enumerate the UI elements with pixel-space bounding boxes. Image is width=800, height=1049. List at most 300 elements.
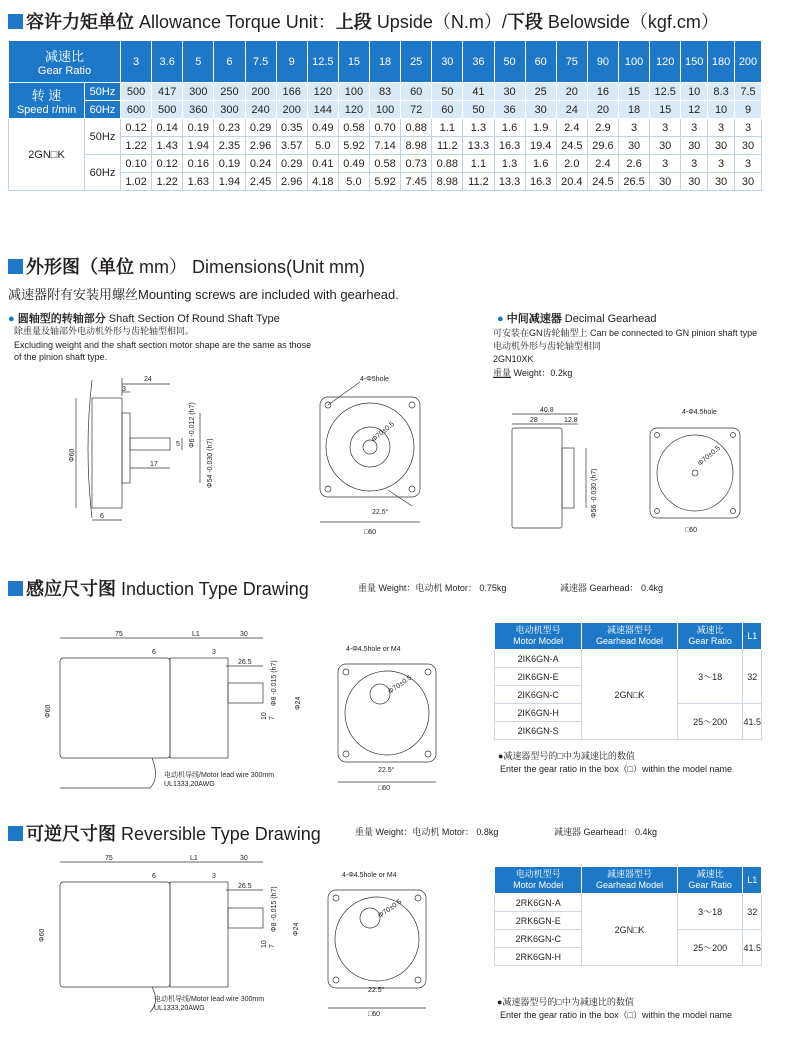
- dim-pcd: Φ70±0.5: [377, 898, 404, 920]
- torque-nm-cell: 0.35: [276, 119, 307, 137]
- torque-nm-cell: 2.6: [619, 155, 650, 173]
- l1-cell: 32: [743, 894, 762, 930]
- gear-model-header-en: Gearhead Model: [595, 636, 664, 646]
- ratio-header-cell: 75: [556, 41, 587, 83]
- dim-3: 3: [122, 386, 126, 393]
- reversible-weight-motor: 重量 Weight：电动机 Motor： 0.8kg: [355, 827, 499, 837]
- torque-kgfcm-cell: 1.02: [121, 173, 152, 191]
- ratio-header: [9, 41, 121, 83]
- torque-kgfcm-cell: 24.5: [587, 173, 618, 191]
- speed-value-cell: 18: [619, 101, 650, 119]
- mount-hole: [333, 977, 339, 983]
- speed-hz-cell: 60Hz: [85, 101, 121, 119]
- motor-model-cell: 2IK6GN-H: [495, 704, 582, 722]
- speed-value-cell: 100: [370, 101, 401, 119]
- dim-phi6: Φ6 -0.012 (h7): [189, 402, 196, 448]
- torque-kgfcm-cell: 2.96: [276, 173, 307, 191]
- title-cn3: 下段: [506, 12, 543, 32]
- torque-nm-cell: 3: [619, 119, 650, 137]
- title-cn2: 上段: [335, 12, 372, 32]
- dim-hole: 4-Φ4.5hole or M4: [346, 646, 401, 653]
- decimal-line3: 2GN10XK: [493, 354, 534, 364]
- reversible-weight-gear: 减速器 Gearhead： 0.4kg: [554, 827, 658, 837]
- ratio-header-cell: 7.5: [245, 41, 276, 83]
- dim-phi56: Φ56 -0.030 (h7): [591, 468, 598, 518]
- torque-nm-cell: 3: [735, 119, 762, 137]
- speed-row: [9, 83, 762, 101]
- torque-nm-cell: 2.0: [556, 155, 587, 173]
- torque-nm-cell: 0.58: [338, 119, 369, 137]
- reversible-title-en: Reversible Type Drawing: [121, 824, 321, 844]
- torque-kgfcm-cell: 1.22: [121, 137, 152, 155]
- torque-hz-cell: 60Hz: [85, 155, 121, 191]
- torque-kgfcm-cell: 1.43: [152, 137, 183, 155]
- gear-model-header: [582, 623, 677, 650]
- decimal-line1: 可安装在GN齿轮轴型上 Can be connected to GN pinion shaft type: [493, 328, 758, 338]
- ratio-header-cell: 100: [619, 41, 650, 83]
- gear-ratio-header-cn: 减速比: [696, 625, 724, 635]
- torque-nm-cell: 1.6: [494, 119, 525, 137]
- ratio-header-cell: 6: [214, 41, 245, 83]
- torque-row: [9, 119, 762, 137]
- torque-kgfcm-cell: 30: [650, 137, 681, 155]
- l1-header: L1: [743, 623, 762, 650]
- torque-nm-cell: 0.49: [307, 119, 338, 137]
- dim-75: 75: [115, 631, 123, 638]
- mount-hole: [343, 669, 349, 675]
- motor-model-header: [495, 623, 582, 650]
- l1-cell: 32: [743, 650, 762, 704]
- decimal-body: [512, 428, 562, 528]
- torque-nm-cell: 0.16: [183, 155, 214, 173]
- torque-kgfcm-cell: 30: [708, 137, 735, 155]
- motor-model-header-en: Motor Model: [513, 636, 564, 646]
- motor-body: [60, 658, 170, 758]
- dim-26-5: 26.5: [238, 883, 252, 890]
- torque-kgfcm-cell: 8.98: [401, 137, 432, 155]
- torque-kgfcm-cell: 30: [735, 173, 762, 191]
- dim-pcd: Φ70±0.5: [696, 444, 722, 468]
- torque-row: [9, 137, 762, 155]
- round-shaft-line1: 除重量及轴部外电动机外形与齿轮轴型相同。: [14, 326, 195, 336]
- torque-kgfcm-cell: 30: [735, 137, 762, 155]
- reversible-section-title: [8, 820, 321, 846]
- torque-nm-cell: 3: [708, 119, 735, 137]
- induction-weight-gear: 减速器 Gearhead： 0.4kg: [560, 583, 664, 593]
- speed-value-cell: 15: [650, 101, 681, 119]
- ratio-header-cell: 36: [463, 41, 494, 83]
- title-en3: Belowside（kgf.cm）: [547, 12, 719, 32]
- ratio-cell: 3～18: [677, 650, 743, 704]
- square-flange: [320, 397, 420, 497]
- speed-value-cell: 15: [619, 83, 650, 101]
- shaft-boss: [370, 684, 390, 704]
- title-cn: 容许力矩单位: [26, 12, 134, 32]
- speed-value-cell: 41: [463, 83, 494, 101]
- torque-kgfcm-cell: 2.35: [214, 137, 245, 155]
- gear-ratio-header-en: Gear Ratio: [688, 636, 732, 646]
- ratio-header-cell: 18: [370, 41, 401, 83]
- torque-kgfcm-cell: 7.45: [401, 173, 432, 191]
- bullet-icon: ●: [497, 313, 504, 325]
- torque-kgfcm-cell: 2.96: [245, 137, 276, 155]
- speed-value-cell: 500: [152, 101, 183, 119]
- dimensions-title-cn: 外形图（单位: [26, 257, 134, 277]
- decimal-line2: 电动机外形与齿轮轴型相同: [493, 341, 602, 351]
- gearhead-body: [170, 658, 228, 758]
- dim-30: 30: [240, 631, 248, 638]
- speed-label-en: Speed r/min: [16, 104, 77, 116]
- ratio-header-en: Gear Ratio: [37, 65, 92, 77]
- ratio-header-cell: 30: [432, 41, 463, 83]
- dim-3: 3: [212, 649, 216, 656]
- torque-nm-cell: 3: [650, 155, 681, 173]
- speed-value-cell: 50: [432, 83, 463, 101]
- torque-kgfcm-cell: 30: [681, 173, 708, 191]
- dimensions-title-unit: mm）: [134, 257, 187, 277]
- induction-title-cn: 感应尺寸图: [26, 579, 116, 599]
- ratio-header-cell: 120: [650, 41, 681, 83]
- dim-phi8: Φ8 -0.015 (h7): [271, 886, 278, 932]
- torque-table: [8, 40, 762, 191]
- torque-nm-cell: 1.9: [525, 119, 556, 137]
- torque-kgfcm-cell: 26.5: [619, 173, 650, 191]
- torque-nm-cell: 0.12: [152, 155, 183, 173]
- speed-value-cell: 20: [556, 83, 587, 101]
- ratio-header-cell: 150: [681, 41, 708, 83]
- dim-24: 24: [144, 376, 152, 383]
- leader-line: [328, 382, 360, 405]
- speed-value-cell: 144: [307, 101, 338, 119]
- torque-nm-cell: 3: [681, 155, 708, 173]
- l1-cell: 41.5: [743, 930, 762, 966]
- torque-kgfcm-cell: 1.94: [183, 137, 214, 155]
- title-en: Allowance Torque Unit：: [139, 12, 336, 32]
- dim-angle: 22.5°: [378, 767, 395, 774]
- torque-nm-cell: 1.1: [432, 119, 463, 137]
- round-shaft-heading: [8, 310, 280, 326]
- speed-value-cell: 20: [587, 101, 618, 119]
- dim-10: 10: [261, 940, 268, 948]
- reversible-side-drawing: [30, 852, 310, 1017]
- ratio-header-cell: 60: [525, 41, 556, 83]
- mount-hole: [731, 509, 736, 514]
- speed-row: [9, 101, 762, 119]
- reversible-note-en: Enter the gear ratio in the box（□）within the model name: [500, 1010, 733, 1020]
- torque-row: [9, 155, 762, 173]
- torque-nm-cell: 3: [735, 155, 762, 173]
- gear-ratio-header: [677, 867, 743, 894]
- dim-6: 6: [100, 513, 104, 520]
- torque-nm-cell: 3: [708, 155, 735, 173]
- torque-kgfcm-cell: 16.3: [525, 173, 556, 191]
- speed-value-cell: 300: [183, 83, 214, 101]
- torque-kgfcm-cell: 1.22: [152, 173, 183, 191]
- dim-L1: L1: [190, 855, 198, 862]
- torque-nm-cell: 0.10: [121, 155, 152, 173]
- induction-model-table: [494, 622, 762, 740]
- section-marker-icon: [8, 14, 23, 29]
- decimal-side-drawing: [500, 400, 610, 540]
- speed-value-cell: 600: [121, 101, 152, 119]
- decimal-flange: [562, 448, 574, 508]
- dim-phi8: Φ8 -0.015 (h7): [271, 660, 278, 706]
- ratio-cell: 25～200: [677, 930, 743, 966]
- gearhead-cell: 2GN□K: [582, 650, 677, 740]
- dim-square: □60: [685, 527, 698, 534]
- speed-value-cell: 9: [735, 101, 762, 119]
- dim-17: 17: [150, 461, 158, 468]
- torque-nm-cell: 2.4: [556, 119, 587, 137]
- speed-value-cell: 10: [681, 83, 708, 101]
- torque-kgfcm-cell: 20.4: [556, 173, 587, 191]
- torque-hz-cell: 50Hz: [85, 119, 121, 155]
- torque-nm-cell: 0.29: [245, 119, 276, 137]
- ratio-header-cell: 5: [183, 41, 214, 83]
- torque-nm-cell: 0.19: [214, 155, 245, 173]
- torque-row: [9, 173, 762, 191]
- motor-model-header-en: Motor Model: [513, 880, 564, 890]
- mount-hole: [333, 895, 339, 901]
- torque-nm-cell: 1.1: [463, 155, 494, 173]
- torque-nm-cell: 0.88: [432, 155, 463, 173]
- dim-square: □60: [368, 1011, 381, 1018]
- output-shaft: [228, 908, 263, 928]
- dim-hole: 4-Φ4.5hole or M4: [342, 872, 397, 879]
- dim-3: 3: [212, 873, 216, 880]
- torque-kgfcm-cell: 5.0: [338, 173, 369, 191]
- torque-nm-cell: 2.9: [587, 119, 618, 137]
- ratio-header-cell: 90: [587, 41, 618, 83]
- motor-model-cell: 2IK6GN-S: [495, 722, 582, 740]
- dim-5: 5: [176, 441, 180, 448]
- round-shaft-line3: of the pinion shaft type.: [14, 352, 108, 362]
- ratio-header-cell: 9: [276, 41, 307, 83]
- torque-section-title: [8, 8, 719, 34]
- speed-value-cell: 50: [463, 101, 494, 119]
- torque-kgfcm-cell: 24.5: [556, 137, 587, 155]
- gear-ratio-header-en: Gear Ratio: [688, 880, 732, 890]
- motor-model-cell: 2RK6GN-H: [495, 948, 582, 966]
- dim-phi54: Φ54 -0.030 (h7): [207, 438, 214, 488]
- speed-value-cell: 7.5: [735, 83, 762, 101]
- torque-kgfcm-cell: 30: [681, 137, 708, 155]
- outer-circle: [335, 897, 419, 981]
- dim-7: 7: [269, 944, 276, 948]
- ratio-header-cn: 减速比: [44, 49, 84, 64]
- speed-value-cell: 30: [525, 101, 556, 119]
- torque-nm-cell: 0.73: [401, 155, 432, 173]
- gear-ratio-header-cn: 减速比: [696, 869, 724, 879]
- speed-value-cell: 60: [432, 101, 463, 119]
- decimal-title-en: Decimal Gearhead: [564, 313, 657, 325]
- torque-kgfcm-cell: 5.92: [338, 137, 369, 155]
- speed-value-cell: 16: [587, 83, 618, 101]
- dim-pcd: Φ70±0.5: [387, 674, 414, 696]
- l1-header: L1: [743, 867, 762, 894]
- ratio-header-cell: 15: [338, 41, 369, 83]
- section-marker-icon: [8, 581, 23, 596]
- mount-hole: [343, 751, 349, 757]
- speed-value-cell: 120: [307, 83, 338, 101]
- motor-model-header-cn: 电动机型号: [515, 625, 561, 635]
- torque-kgfcm-cell: 30: [650, 173, 681, 191]
- wire-spec-label: UL1333,20AWG: [154, 1005, 205, 1012]
- ratio-header-cell: 180: [708, 41, 735, 83]
- speed-value-cell: 72: [401, 101, 432, 119]
- induction-note-cn: ●减速器型号的□中为减速比的数值: [498, 751, 635, 761]
- dim-6: 6: [152, 649, 156, 656]
- speed-value-cell: 83: [370, 83, 401, 101]
- ratio-header-cell: 200: [735, 41, 762, 83]
- gear-model-header-cn: 减速器型号: [607, 869, 653, 879]
- torque-nm-cell: 0.12: [121, 119, 152, 137]
- torque-nm-cell: 0.70: [370, 119, 401, 137]
- reversible-title-cn: 可逆尺寸图: [26, 824, 116, 844]
- dim-square: □60: [364, 529, 377, 536]
- dim-30: 30: [240, 855, 248, 862]
- torque-nm-cell: 3: [650, 119, 681, 137]
- dimensions-title-en: Dimensions(Unit mm): [192, 257, 366, 277]
- induction-title-en: Induction Type Drawing: [121, 579, 309, 599]
- speed-value-cell: 200: [245, 83, 276, 101]
- speed-value-cell: 12.5: [650, 83, 681, 101]
- motor-wire-label: 电动机导线/Motor lead wire 300mm: [154, 996, 265, 1003]
- reversible-front-drawing: [312, 868, 462, 1018]
- speed-value-cell: 500: [121, 83, 152, 101]
- speed-value-cell: 300: [214, 101, 245, 119]
- dim-6: 6: [152, 873, 156, 880]
- speed-value-cell: 60: [401, 83, 432, 101]
- gear-ratio-header: [677, 623, 743, 650]
- torque-kgfcm-cell: 29.6: [587, 137, 618, 155]
- induction-side-drawing: [40, 628, 310, 793]
- round-shaft-title-cn: 圆轴型的转轴部分: [17, 313, 106, 325]
- gear-model-header-en: Gearhead Model: [596, 880, 664, 890]
- ratio-header-cell: 25: [401, 41, 432, 83]
- decimal-weight-en: Weight：0.2kg: [511, 368, 573, 378]
- speed-value-cell: 8.3: [708, 83, 735, 101]
- induction-front-drawing: [318, 642, 468, 792]
- dim-hole: 4-Φ5hole: [360, 376, 389, 383]
- torque-nm-cell: 1.3: [494, 155, 525, 173]
- dim-phi60: Φ60: [39, 928, 46, 942]
- ratio-header-cell: 3.6: [152, 41, 183, 83]
- dim-square: □60: [378, 785, 391, 792]
- torque-kgfcm-cell: 19.4: [525, 137, 556, 155]
- section-marker-icon: [8, 259, 23, 274]
- torque-nm-cell: 1.3: [463, 119, 494, 137]
- torque-kgfcm-cell: 2.45: [245, 173, 276, 191]
- torque-kgfcm-cell: 13.3: [463, 137, 494, 155]
- speed-hz-cell: 50Hz: [85, 83, 121, 101]
- gearhead-cell: 2GN□K: [582, 894, 677, 966]
- torque-nm-cell: 0.58: [370, 155, 401, 173]
- speed-value-cell: 120: [338, 101, 369, 119]
- dim-phi60: Φ60: [45, 704, 52, 718]
- speed-value-cell: 360: [183, 101, 214, 119]
- mount-hole: [655, 433, 660, 438]
- outer-circle: [345, 671, 429, 755]
- outer-circle: [326, 403, 414, 491]
- torque-nm-cell: 0.14: [152, 119, 183, 137]
- torque-kgfcm-cell: 16.3: [494, 137, 525, 155]
- motor-model-header-cn: 电动机型号: [515, 869, 561, 879]
- speed-value-cell: 12: [681, 101, 708, 119]
- speed-value-cell: 10: [708, 101, 735, 119]
- induction-weight-motor: 重量 Weight：电动机 Motor： 0.75kg: [358, 583, 507, 593]
- dim-40-8: 40.8: [540, 407, 554, 414]
- speed-value-cell: 100: [338, 83, 369, 101]
- shaft: [130, 438, 170, 450]
- speed-value-cell: 240: [245, 101, 276, 119]
- decimal-title-cn: 中间减速器: [506, 313, 562, 325]
- gear-model-header: [582, 867, 677, 894]
- motor-model-cell: 2IK6GN-A: [495, 650, 582, 668]
- dim-phi60: Φ60: [69, 448, 76, 462]
- speed-value-cell: 25: [525, 83, 556, 101]
- motor-model-cell: 2IK6GN-C: [495, 686, 582, 704]
- speed-value-cell: 166: [276, 83, 307, 101]
- speed-value-cell: 250: [214, 83, 245, 101]
- mount-hole: [425, 669, 431, 675]
- l1-cell: 41.5: [743, 704, 762, 740]
- decimal-heading: [497, 310, 657, 326]
- torque-nm-cell: 0.29: [276, 155, 307, 173]
- dim-pcd: Φ70±0.5: [370, 420, 396, 444]
- torque-nm-cell: 1.6: [525, 155, 556, 173]
- induction-section-title: [8, 575, 309, 601]
- speed-value-cell: 200: [276, 101, 307, 119]
- output-shaft: [228, 683, 263, 703]
- torque-kgfcm-cell: 13.3: [494, 173, 525, 191]
- torque-kgfcm-cell: 8.98: [432, 173, 463, 191]
- decimal-center: [692, 470, 698, 476]
- section-marker-icon: [8, 826, 23, 841]
- wire: [388, 490, 412, 506]
- wire-spec-label: UL1333,20AWG: [164, 781, 215, 788]
- model-label: 2GN□K: [9, 119, 85, 191]
- speed-value-cell: 417: [152, 83, 183, 101]
- reversible-model-table: [494, 866, 762, 966]
- dim-phi24: Φ24: [293, 922, 300, 936]
- speed-label-cn: 转 速: [31, 88, 62, 103]
- torque-kgfcm-cell: 3.57: [276, 137, 307, 155]
- torque-nm-cell: 0.41: [307, 155, 338, 173]
- round-shaft-line2: Excluding weight and the shaft section motor shape are the same as those: [14, 340, 312, 350]
- shaft-boss: [360, 908, 380, 928]
- speed-value-cell: 24: [556, 101, 587, 119]
- ratio-cell: 3～18: [677, 894, 743, 930]
- dim-28: 28: [530, 417, 538, 424]
- decimal-weight-cn: 重量: [493, 368, 512, 378]
- dim-phi24: Φ24: [295, 696, 302, 710]
- torque-nm-cell: 0.24: [245, 155, 276, 173]
- motor-wire: [150, 758, 156, 788]
- torque-nm-cell: 2.4: [587, 155, 618, 173]
- dim-10: 10: [261, 712, 268, 720]
- speed-value-cell: 30: [494, 83, 525, 101]
- motor-model-cell: 2RK6GN-A: [495, 894, 582, 912]
- title-en2: Upside（N.m）/: [376, 12, 507, 32]
- torque-kgfcm-cell: 11.2: [432, 137, 463, 155]
- decimal-circle: [657, 435, 733, 511]
- motor-body: [60, 882, 170, 987]
- motor-model-cell: 2RK6GN-C: [495, 930, 582, 948]
- mount-hole: [409, 402, 415, 408]
- torque-kgfcm-cell: 11.2: [463, 173, 494, 191]
- torque-kgfcm-cell: 30: [708, 173, 735, 191]
